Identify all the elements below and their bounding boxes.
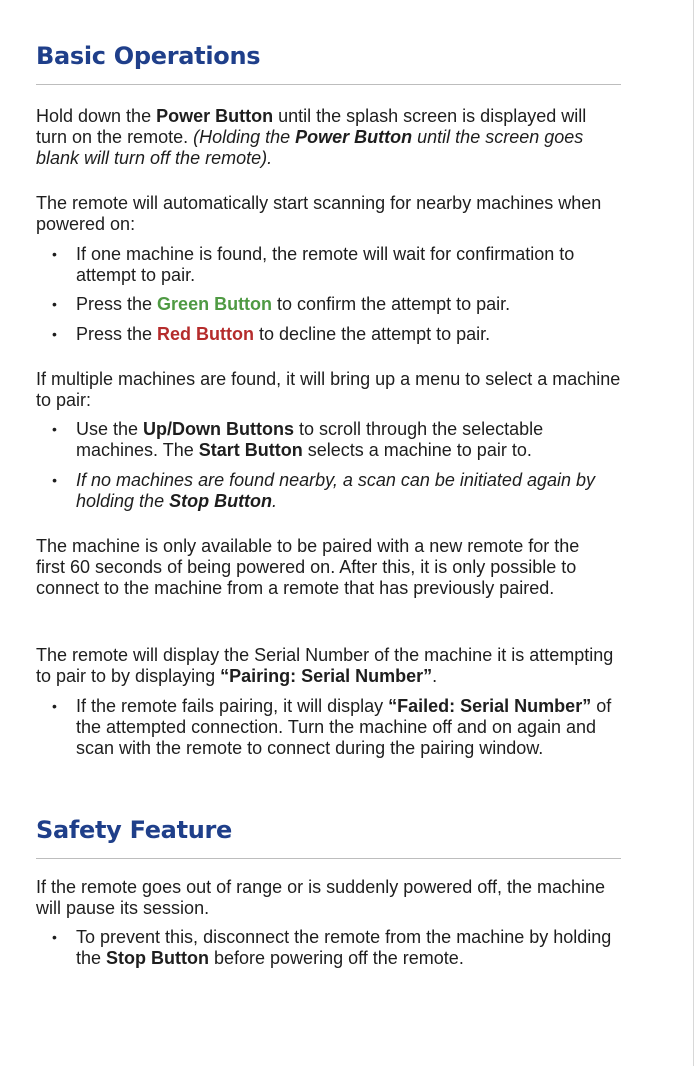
list-safety (36, 927, 621, 969)
section-title-safety-feature: Safety Feature (36, 816, 233, 844)
paragraph-pairing-window: The machine is only available to be paired with a new remote for the first 60 seconds of being powered on. After this, it is only possible to connect to the machine from a remote that has previously paired. (36, 536, 580, 598)
up-down-buttons-term: Up/Down Buttons (143, 419, 295, 439)
pairing-serial-term: “Pairing: Serial Number” (220, 666, 433, 686)
list-item: • Press the Red Button to decline the attempt to pair. (36, 324, 621, 345)
start-button-term: Start Button (198, 440, 303, 460)
list-item: • To prevent this, disconnect the remote from the machine by holding the Stop Button before powering off the remote. (36, 927, 621, 969)
paragraph-scanning: The remote will automatically start scanning for nearby machines when powered on: (36, 193, 602, 234)
power-button-term: Power Button (295, 127, 413, 147)
list-multiple-machines (36, 419, 621, 512)
stop-button-term: Stop Button (106, 948, 209, 968)
section-divider (36, 858, 621, 859)
stop-button-term: Stop Button (169, 491, 273, 511)
list-failed-pairing (36, 696, 621, 759)
list-item: • If no machines are found nearby, a scan can be initiated again by holding the Stop Button. (36, 470, 621, 512)
list-single-machine (36, 244, 621, 345)
list-item: • If one machine is found, the remote will wait for confirmation to attempt to pair. (36, 244, 621, 286)
paragraph-serial-display: The remote will display the Serial Number of the machine it is attempting to pair to by displaying “Pairing: Serial Number”. (36, 645, 614, 686)
paragraph-multiple-machines: If multiple machines are found, it will bring up a menu to select a machine to pair: (36, 369, 621, 410)
green-button-term: Green Button (157, 294, 273, 314)
section-divider (36, 84, 621, 85)
failed-serial-term: “Failed: Serial Number” (388, 696, 592, 716)
list-item: • If the remote fails pairing, it will display “Failed: Serial Number” of the attempted connection. Turn the machine off and on again and scan with the remote to connect during the pairing window. (36, 696, 621, 759)
paragraph-out-of-range: If the remote goes out of range or is suddenly powered off, the machine will pause its session. (36, 877, 606, 918)
power-button-term: Power Button (156, 106, 274, 126)
paragraph-power: Hold down the Power Button until the splash screen is displayed will turn on the remote. (Holding the Power Button until the screen goes blank will turn off the remote). (36, 106, 587, 168)
list-item: • Use the Up/Down Buttons to scroll through the selectable machines. The Start Button selects a machine to pair to. (36, 419, 621, 461)
red-button-term: Red Button (157, 324, 255, 344)
list-item: • Press the Green Button to confirm the attempt to pair. (36, 294, 621, 315)
section-title-basic-operations: Basic Operations (36, 42, 261, 70)
